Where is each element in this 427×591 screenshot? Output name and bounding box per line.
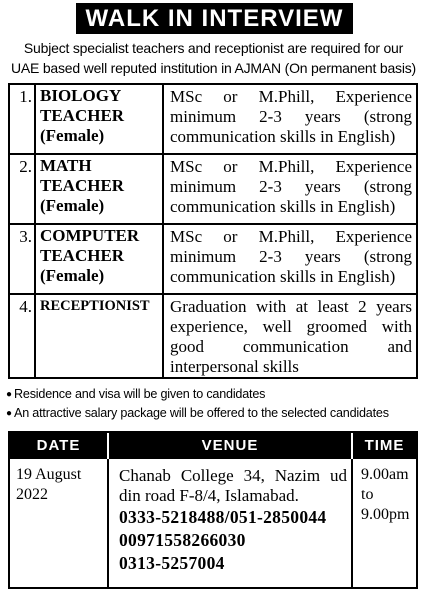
schedule-body-row [10,459,416,587]
bullet-icon: ● [6,408,12,420]
position-requirement: Graduation with at least 2 years experience, well groomed with good communication and interpersonal skills [170,297,412,376]
position-row-math [10,155,416,225]
interview-schedule-table [8,431,418,589]
schedule-header-row [10,433,416,459]
venue-header: VENUE [109,433,353,459]
page-title: WALK IN INTERVIEW [76,3,353,34]
position-number: 3. [10,225,36,293]
position-row-computer [10,225,416,295]
position-requirement: MSc or M.Phill, Experience minimum 2-3 years (strong communication skills in English) [170,227,412,286]
intro-line-1: Subject specialist teachers and receptionist are required for our [23,40,404,56]
notes-list [6,385,424,423]
time-start: 9.00am [361,466,409,483]
note-item [6,404,424,423]
time-end: 9.00pm [361,506,410,523]
interview-time [353,459,416,587]
phone-number: 0313-5257004 [119,553,225,573]
interview-venue [109,459,353,587]
positions-table [8,83,418,379]
position-requirement: MSc or M.Phill, Experience minimum 2-3 years (strong communication skills in English) [170,87,412,146]
note-text: Residence and visa will be given to candidates [14,387,266,401]
date-line-1: 19 August [16,466,82,483]
phone-number: 0333-5218488/051-2850044 [119,507,327,527]
venue-address: Chanab College 34, Nazim ud din road F-8/4, Islamabad. [119,466,347,505]
phone-number: 00971558266030 [119,530,246,550]
position-number: 1. [10,85,36,153]
note-item [6,385,424,404]
position-title: MATH TEACHER (Female) [36,155,164,223]
position-title: RECEPTIONIST [36,295,164,377]
date-line-2: 2022 [16,486,48,503]
date-header: DATE [10,433,109,459]
intro-line-2: UAE based well reputed institution in AJMAN (On permanent basis) [10,60,417,76]
bullet-icon: ● [6,389,12,401]
interview-date [10,459,109,587]
position-number: 2. [10,155,36,223]
position-title: BIOLOGY TEACHER (Female) [36,85,164,153]
intro-text [4,38,423,78]
position-row-biology [10,85,416,155]
note-text: An attractive salary package will be offered to the selected candidates [14,406,389,421]
time-header: TIME [364,437,405,454]
position-number: 4. [10,295,36,377]
position-requirement: MSc or M.Phill, Experience minimum 2-3 years (strong communication skills in English) [170,157,412,216]
time-separator: to [361,486,374,503]
position-title: COMPUTER TEACHER (Female) [36,225,164,293]
position-row-receptionist [10,295,416,377]
